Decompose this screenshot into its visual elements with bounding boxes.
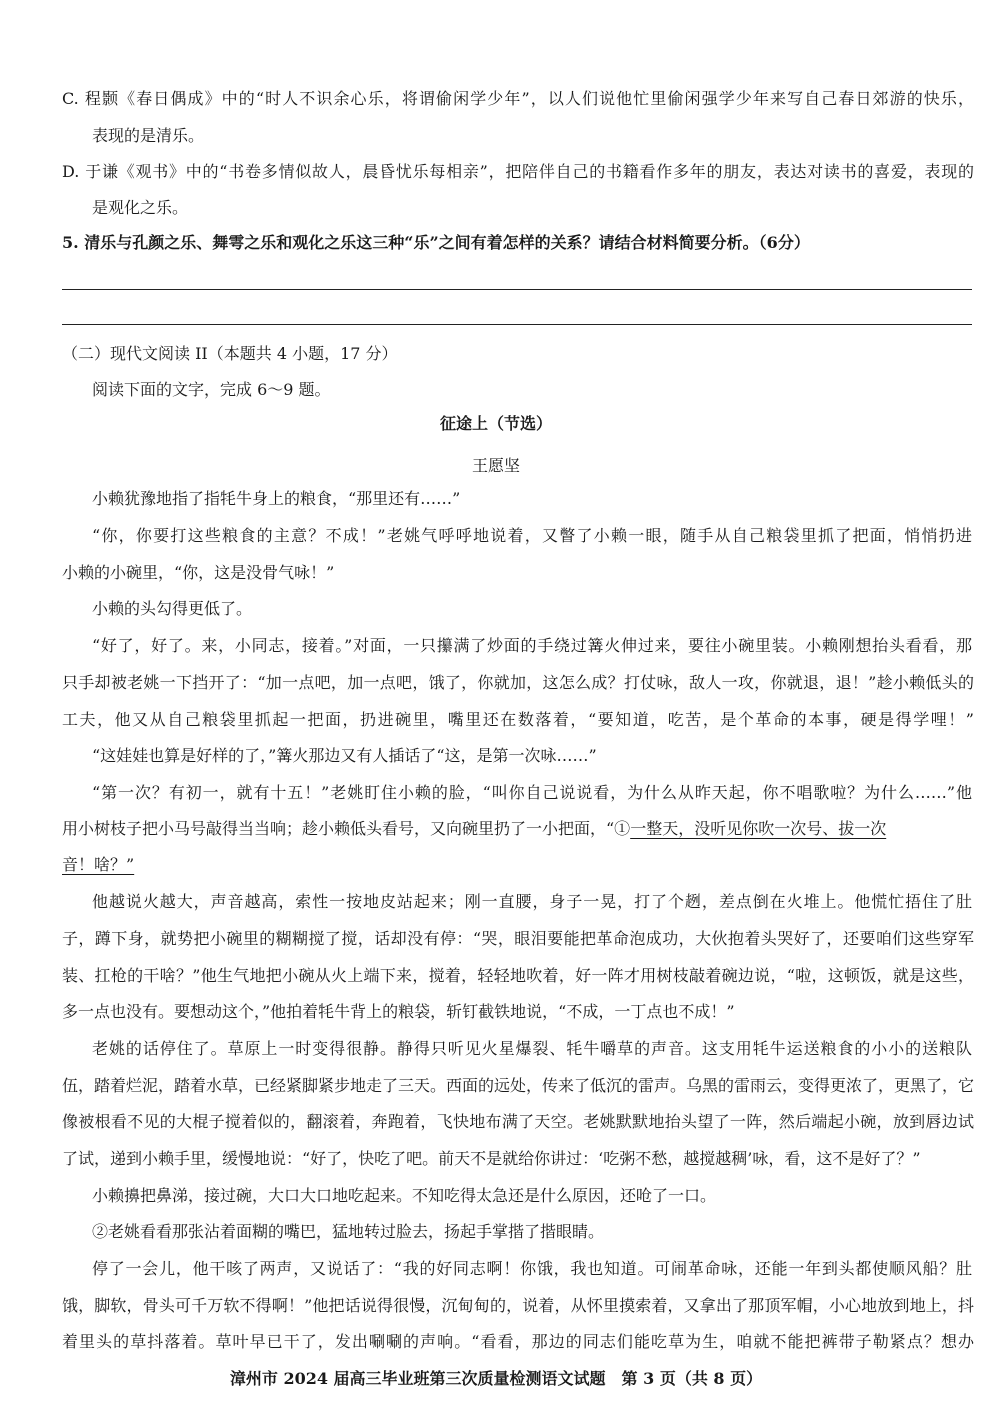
- paragraph-line: 多一点也没有。要想动这个，”他拍着牦牛背上的粮袋，斩钉截铁地说，“不成，一丁点也不成！”: [62, 1002, 735, 1021]
- option-c-line-1: C. 程颢《春日偶成》中的“时人不识余心乐，将谓偷闲学少年”，以人们说他忙里偷闲强学少年来写自己春日郊游的快乐，: [62, 89, 974, 108]
- paragraph-line: 小赖犹豫地指了指牦牛身上的粮食，“那里还有……”: [92, 489, 461, 508]
- underlined-sentence-1-end: 音！啥？”: [62, 855, 135, 874]
- answer-line-1[interactable]: [62, 289, 972, 290]
- paragraph-line: 了试，递到小赖手里，缓慢地说：“好了，快吃了吧。前天不是就给你讲过：‘吃粥不愁，越搅越稠’咏，看，这不是好了？”: [62, 1149, 921, 1168]
- paragraph-line: 老姚的话停住了。草原上一时变得很静。静得只听见火星爆裂、牦牛嚼草的声音。这支用牦牛运送粮食的小小的送粮队: [92, 1039, 972, 1058]
- underlined-sentence-1: 一整天，没听见你吹一次号、拔一次: [630, 819, 887, 838]
- paragraph-line: 停了一会儿，他干咳了两声，又说话了：“我的好同志啊！你饿，我也知道。可闹革命咏，还能一年到头都使顺风船？肚: [92, 1259, 972, 1278]
- paragraph-line: 装、扛枪的干啥？”他生气地把小碗从火上端下来，搅着，轻轻地吹着，好一阵才用树枝敲着碗边说，“啦，这顿饭，就是这些，: [62, 966, 974, 985]
- paragraph-line: “你，你要打这些粮食的主意？不成！”老姚气呼呼地说着，又瞥了小赖一眼，随手从自己粮袋里抓了把面，悄悄扔进: [92, 526, 972, 545]
- paragraph-line: [62, 854, 974, 876]
- paragraph-text: 用小树枝子把小马号敲得当当响；趁小赖低头看号，又向碗里扔了一小把面，“①: [62, 819, 631, 838]
- paragraph-line: 着里头的草抖落着。草叶早已干了，发出唰唰的声响。“看看，那边的同志们能吃草为生，咱就不能把裤带子勒紧点？想办: [62, 1332, 974, 1351]
- answer-line-2[interactable]: [62, 324, 972, 325]
- paragraph-line-with-underline: [62, 818, 974, 840]
- section-heading: （二）现代文阅读 II（本题共 4 小题，17 分）: [62, 344, 398, 363]
- paragraph-line: “第一次？有初一，就有十五！”老姚盯住小赖的脸，“叫你自己说说看，为什么从昨天起，你不唱歌啦？为什么……”他: [92, 783, 972, 802]
- paragraph-line: 小赖的小碗里，“你，这是没骨气咏！”: [62, 563, 335, 582]
- page-footer: 漳州市 2024 届高三毕业班第三次质量检测语文试题 第 3 页（共 8 页）: [229, 1369, 763, 1388]
- paragraph-line: 饿，脚软，骨头可千万软不得啊！”他把话说得很慢，沉甸甸的，说着，从怀里摸索着，又拿出了那顶军帽，小心地放到地上，抖: [62, 1296, 974, 1315]
- paragraph-line: “这娃娃也算是好样的了，”篝火那边又有人插话了“这，是第一次咏……”: [92, 746, 597, 765]
- paragraph-line: 小赖擤把鼻涕，接过碗，大口大口地吃起来。不知吃得太急还是什么原因，还呛了一口。: [92, 1186, 717, 1205]
- story-title: 征途上（节选）: [439, 414, 552, 433]
- paragraph-line: 子，蹲下身，就势把小碗里的糊糊搅了搅，话却没有停：“哭，眼泪要能把革命泡成功，大伙抱着头哭好了，还要咱们这些穿军: [62, 929, 974, 948]
- paragraph-line: 伍，踏着烂泥，踏着水草，已经紧脚紧步地走了三天。西面的远处，传来了低沉的雷声。乌黑的雷雨云，变得更浓了，更黑了，它: [62, 1076, 974, 1095]
- paragraph-line: 只手却被老姚一下挡开了：“加一点吧，加一点吧，饿了，你就加，这怎么成？打仗咏，敌人一攻，你就退，退！”趁小赖低头的: [62, 673, 974, 692]
- option-d-line-2: 是观化之乐。: [92, 198, 189, 217]
- story-author: 王愿坚: [471, 456, 520, 475]
- option-d-line-1: D. 于谦《观书》中的“书卷多情似故人，晨昏忧乐每相亲”，把陪伴自己的书籍看作多年的朋友，表达对读书的喜爱，表现的: [62, 162, 974, 181]
- paragraph-line: “好了，好了。来，小同志，接着。”对面，一只攥满了炒面的手绕过篝火伸过来，要往小碗里装。小赖刚想抬头看看，那: [92, 636, 972, 655]
- paragraph-line: 工夫，他又从自己粮袋里抓起一把面，扔进碗里，嘴里还在数落着，“要知道，吃苦，是个革命的本事，硬是得学哩！”: [62, 710, 974, 729]
- option-c-line-2: 表现的是清乐。: [92, 126, 205, 145]
- question-5: 5. 清乐与孔颜之乐、舞雩之乐和观化之乐这三种“乐”之间有着怎样的关系？请结合材料简要分析。（6分）: [62, 233, 810, 252]
- paragraph-line: 他越说火越大，声音越高，索性一按地皮站起来；刚一直腰，身子一晃，打了个趔，差点倒在火堆上。他慌忙捂住了肚: [92, 892, 972, 911]
- paragraph-line: 小赖的头勾得更低了。: [92, 599, 253, 618]
- section-instruction: 阅读下面的文字，完成 6～9 题。: [92, 380, 331, 399]
- paragraph-line: ②老姚看看那张沾着面糊的嘴巴，猛地转过脸去，扬起手掌揩了揩眼睛。: [92, 1222, 605, 1241]
- paragraph-line: 像被根看不见的大棍子搅着似的，翻滚着，奔跑着，飞快地布满了天空。老姚默默地抬头望了一阵，然后端起小碗，放到唇边试: [62, 1112, 974, 1131]
